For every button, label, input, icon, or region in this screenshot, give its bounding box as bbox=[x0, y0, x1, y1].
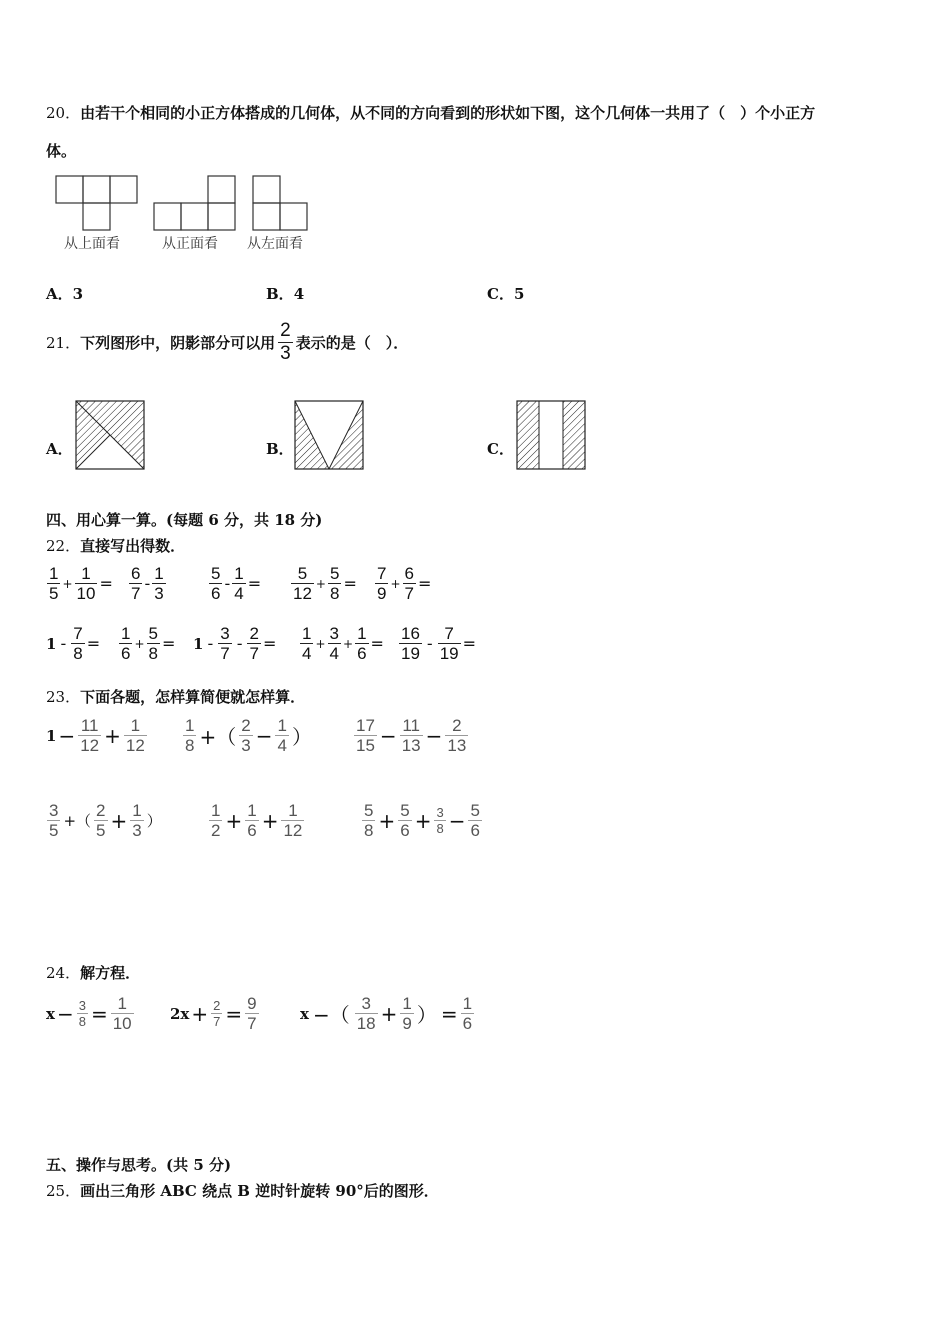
equals: = bbox=[418, 574, 432, 593]
option-value: 4 bbox=[293, 285, 305, 303]
denominator: 12 bbox=[125, 736, 145, 755]
equals: = bbox=[162, 634, 176, 653]
numerator: 3 bbox=[436, 805, 444, 820]
fraction bbox=[434, 805, 445, 836]
top-view-figure bbox=[55, 175, 141, 231]
q21-option-c-label: C． bbox=[487, 440, 514, 458]
fraction bbox=[354, 716, 377, 755]
q20-number: 20． bbox=[46, 104, 81, 122]
denominator: 8 bbox=[148, 644, 158, 663]
equation-1 bbox=[46, 994, 135, 1033]
numerator: 5 bbox=[329, 564, 340, 583]
section-5-title: 五、操作与思考。(共 5 分) bbox=[46, 1156, 232, 1174]
operator: - bbox=[224, 574, 231, 593]
calc-r1-e4 bbox=[290, 564, 358, 603]
fraction bbox=[461, 994, 474, 1033]
equals: = bbox=[370, 634, 384, 653]
q23-text bbox=[46, 686, 305, 707]
numerator: 1 bbox=[288, 801, 298, 820]
equals: = bbox=[343, 574, 357, 593]
equals: = bbox=[262, 634, 277, 653]
q25-text bbox=[46, 1180, 439, 1201]
numerator: 3 bbox=[220, 624, 230, 643]
numerator: 1 bbox=[234, 564, 244, 583]
option-label: B． bbox=[266, 285, 294, 303]
fraction bbox=[47, 801, 60, 840]
denominator: 12 bbox=[283, 821, 303, 840]
numerator: 6 bbox=[404, 564, 414, 583]
operator: - bbox=[60, 634, 67, 653]
fraction bbox=[468, 801, 481, 840]
numerator: 1 bbox=[402, 994, 412, 1013]
numerator: 5 bbox=[148, 624, 158, 643]
denominator: 12 bbox=[80, 736, 100, 755]
q25-body: 画出三角形 ABC 绕点 B 逆时针旋转 90°后的图形． bbox=[80, 1182, 439, 1200]
denominator: 8 bbox=[436, 821, 444, 836]
fraction bbox=[209, 564, 222, 603]
q22-number: 22． bbox=[46, 537, 81, 555]
q24-number: 24． bbox=[46, 964, 81, 982]
denominator: 6 bbox=[247, 821, 257, 840]
denominator: 19 bbox=[401, 644, 420, 663]
denominator: 5 bbox=[96, 821, 106, 840]
q20-text-line2: 体。 bbox=[46, 142, 77, 160]
denominator: 3 bbox=[241, 736, 251, 755]
fraction bbox=[152, 564, 165, 603]
fraction bbox=[328, 564, 341, 603]
denominator: 7 bbox=[131, 584, 141, 603]
fraction bbox=[75, 564, 98, 603]
numerator: 2 bbox=[249, 624, 259, 643]
numerator: 1 bbox=[132, 801, 142, 820]
operator: + bbox=[343, 636, 354, 651]
fraction bbox=[239, 716, 252, 755]
fraction bbox=[328, 624, 341, 663]
numerator: 3 bbox=[49, 801, 59, 820]
operator: +（ bbox=[63, 812, 92, 830]
denominator: 18 bbox=[356, 1014, 376, 1033]
numerator: 3 bbox=[361, 994, 371, 1013]
denominator: 8 bbox=[329, 584, 340, 603]
denominator: 4 bbox=[234, 584, 244, 603]
denominator: 6 bbox=[470, 821, 480, 840]
front-view-figure bbox=[153, 175, 239, 231]
calc-r2-e1 bbox=[46, 624, 101, 663]
fraction bbox=[355, 994, 378, 1033]
q21-option-c-figure bbox=[516, 400, 586, 470]
q24-body: 解方程． bbox=[80, 964, 141, 982]
numerator: 2 bbox=[213, 998, 221, 1013]
operator: − bbox=[56, 1001, 74, 1026]
equals: = bbox=[99, 574, 113, 593]
denominator: 5 bbox=[49, 584, 59, 603]
operator: - bbox=[207, 634, 214, 653]
close-paren: ） bbox=[146, 812, 162, 830]
calc-r1-e3 bbox=[208, 564, 262, 603]
numerator: 1 bbox=[211, 801, 221, 820]
denominator: 3 bbox=[154, 584, 164, 603]
q21-number: 21． bbox=[46, 333, 81, 352]
q21-post: 表示的是（ ）． bbox=[295, 333, 409, 352]
left-view-figure bbox=[252, 175, 312, 231]
operator: + bbox=[378, 808, 396, 833]
equals: = bbox=[86, 634, 101, 653]
variable: 2x bbox=[170, 1004, 190, 1023]
numerator: 1 bbox=[154, 564, 164, 583]
numerator: 2 bbox=[241, 716, 251, 735]
denominator: 6 bbox=[357, 644, 367, 663]
section-4-title: 四、用心算一算。(每题 6 分，共 18 分) bbox=[46, 511, 323, 529]
calc-r2-e4 bbox=[299, 624, 385, 663]
fraction bbox=[124, 716, 147, 755]
numerator: 1 bbox=[247, 801, 257, 820]
operator: + bbox=[191, 1001, 209, 1026]
numerator: 1 bbox=[185, 716, 195, 735]
denominator: 9 bbox=[377, 584, 387, 603]
denominator: 13 bbox=[401, 736, 421, 755]
denominator: 7 bbox=[404, 584, 414, 603]
q20-option-b bbox=[266, 283, 304, 304]
simplify-4 bbox=[46, 801, 164, 840]
fraction bbox=[209, 801, 222, 840]
denominator: 6 bbox=[462, 1014, 473, 1033]
q22-body: 直接写出得数． bbox=[80, 537, 186, 555]
numerator: 1 bbox=[121, 624, 131, 643]
operator: + bbox=[134, 636, 145, 651]
operator: − bbox=[425, 723, 443, 748]
fraction bbox=[211, 998, 222, 1029]
numerator: 17 bbox=[356, 716, 375, 735]
q21-text bbox=[46, 317, 408, 367]
fraction bbox=[232, 564, 245, 603]
fraction bbox=[398, 801, 411, 840]
fraction bbox=[77, 998, 88, 1029]
left-view-label: 从左面看 bbox=[247, 236, 303, 252]
numerator: 6 bbox=[131, 564, 141, 583]
q21-option-b-figure bbox=[294, 400, 364, 470]
numerator: 1 bbox=[302, 624, 312, 643]
operator: − bbox=[255, 723, 273, 748]
denominator: 6 bbox=[400, 821, 410, 840]
operator: - bbox=[144, 574, 151, 593]
denominator: 3 bbox=[132, 821, 142, 840]
top-view-label: 从上面看 bbox=[64, 236, 120, 252]
numerator: 1 bbox=[277, 716, 287, 735]
numerator: 3 bbox=[78, 998, 86, 1013]
fraction bbox=[119, 624, 132, 663]
q20-text bbox=[46, 102, 815, 123]
fraction bbox=[375, 564, 388, 603]
equals: = bbox=[90, 1001, 108, 1026]
equals: = bbox=[440, 1001, 458, 1026]
denominator: 9 bbox=[402, 1014, 412, 1033]
fraction bbox=[78, 716, 101, 755]
operator: - bbox=[426, 634, 433, 653]
denominator: 7 bbox=[249, 644, 259, 663]
denominator: 10 bbox=[76, 584, 96, 603]
operator: - bbox=[236, 634, 243, 653]
calc-r2-e3 bbox=[193, 624, 277, 663]
q22-text bbox=[46, 535, 185, 556]
fraction bbox=[245, 801, 258, 840]
denominator: 3 bbox=[280, 342, 291, 364]
calc-r1-e2 bbox=[128, 564, 167, 603]
option-label: A． bbox=[46, 285, 73, 303]
q21-option-b-label: B． bbox=[266, 440, 294, 458]
operator: + bbox=[315, 576, 326, 591]
variable: x bbox=[300, 1004, 309, 1023]
denominator: 15 bbox=[356, 736, 375, 755]
operator: + bbox=[315, 636, 326, 651]
fraction bbox=[300, 624, 313, 663]
operator: + bbox=[110, 808, 128, 833]
denominator: 13 bbox=[447, 736, 467, 755]
numerator: 5 bbox=[400, 801, 410, 820]
numerator: 1 bbox=[117, 994, 127, 1013]
close-paren: ） bbox=[291, 725, 312, 749]
simplify-5 bbox=[208, 801, 305, 840]
fraction bbox=[362, 801, 375, 840]
fraction bbox=[275, 716, 288, 755]
simplify-1 bbox=[46, 716, 148, 755]
fraction bbox=[400, 716, 423, 755]
close-paren: ） bbox=[416, 1003, 437, 1027]
fraction bbox=[129, 564, 142, 603]
equals: = bbox=[247, 574, 262, 593]
fraction bbox=[445, 716, 468, 755]
denominator: 4 bbox=[277, 736, 287, 755]
calc-r1-e5 bbox=[374, 564, 432, 603]
denominator: 6 bbox=[211, 584, 221, 603]
operator: +（ bbox=[199, 725, 237, 749]
operator: + bbox=[225, 808, 243, 833]
operator: −（ bbox=[312, 1003, 350, 1027]
denominator: 4 bbox=[329, 644, 339, 663]
numerator: 9 bbox=[247, 994, 257, 1013]
q21-fraction bbox=[278, 320, 293, 365]
fraction bbox=[400, 994, 413, 1033]
q20-option-c bbox=[487, 283, 524, 304]
operator: + bbox=[62, 576, 73, 591]
q21-option-a-figure bbox=[75, 400, 145, 470]
equals: = bbox=[462, 634, 477, 653]
whole-number: 1 bbox=[193, 634, 204, 653]
q20-option-a bbox=[46, 283, 83, 304]
denominator: 12 bbox=[293, 584, 312, 603]
fraction bbox=[71, 624, 84, 663]
equation-2 bbox=[170, 994, 260, 1033]
denominator: 7 bbox=[213, 1014, 221, 1029]
denominator: 19 bbox=[439, 644, 459, 663]
fraction bbox=[147, 624, 160, 663]
q25-number: 25． bbox=[46, 1182, 81, 1200]
numerator: 1 bbox=[49, 564, 59, 583]
q21-pre: 下列图形中，阴影部分可以用 bbox=[80, 333, 276, 352]
numerator: 7 bbox=[377, 564, 387, 583]
fraction bbox=[247, 624, 260, 663]
fraction bbox=[291, 564, 314, 603]
numerator: 11 bbox=[80, 716, 99, 735]
denominator: 8 bbox=[364, 821, 374, 840]
numerator: 7 bbox=[444, 624, 454, 643]
fraction bbox=[111, 994, 134, 1033]
numerator: 5 bbox=[297, 564, 308, 583]
denominator: 6 bbox=[121, 644, 131, 663]
fraction bbox=[183, 716, 196, 755]
denominator: 5 bbox=[49, 821, 59, 840]
denominator: 8 bbox=[73, 644, 83, 663]
fraction bbox=[130, 801, 143, 840]
numerator: 5 bbox=[470, 801, 480, 820]
operator: − bbox=[58, 723, 76, 748]
denominator: 4 bbox=[302, 644, 312, 663]
operator: + bbox=[390, 576, 401, 591]
calc-r2-e2 bbox=[118, 624, 176, 663]
numerator: 2 bbox=[280, 319, 291, 341]
numerator: 1 bbox=[130, 716, 141, 735]
front-view-label: 从正面看 bbox=[162, 236, 218, 252]
fraction bbox=[218, 624, 231, 663]
q23-body: 下面各题，怎样算简便就怎样算． bbox=[80, 688, 306, 706]
whole-number: 1 bbox=[46, 726, 57, 745]
q20-body: 由若干个相同的小正方体搭成的几何体，从不同的方向看到的形状如下图，这个几何体一共用了（ ）个小正方 bbox=[80, 104, 816, 122]
operator: + bbox=[414, 808, 432, 833]
numerator: 5 bbox=[211, 564, 221, 583]
q23-number: 23． bbox=[46, 688, 81, 706]
denominator: 8 bbox=[185, 736, 195, 755]
numerator: 7 bbox=[73, 624, 83, 643]
fraction bbox=[281, 801, 304, 840]
fraction bbox=[245, 994, 258, 1033]
whole-number: 1 bbox=[46, 634, 57, 653]
numerator: 1 bbox=[81, 564, 91, 583]
numerator: 11 bbox=[402, 716, 420, 735]
calc-r2-e5 bbox=[398, 624, 477, 663]
variable: x bbox=[46, 1004, 55, 1023]
fraction bbox=[399, 624, 422, 663]
denominator: 10 bbox=[112, 1014, 132, 1033]
numerator: 5 bbox=[364, 801, 374, 820]
equation-3 bbox=[300, 994, 475, 1033]
numerator: 2 bbox=[96, 801, 106, 820]
operator: + bbox=[104, 723, 121, 748]
fraction bbox=[47, 564, 60, 603]
fraction bbox=[438, 624, 461, 663]
operator: − bbox=[379, 723, 397, 748]
option-value: 3 bbox=[72, 285, 84, 303]
numerator: 2 bbox=[452, 716, 462, 735]
denominator: 8 bbox=[78, 1014, 86, 1029]
operator: + bbox=[380, 1001, 398, 1026]
calc-r1-e1 bbox=[46, 564, 114, 603]
option-label: C． bbox=[487, 285, 514, 303]
q24-text bbox=[46, 962, 140, 983]
denominator: 7 bbox=[220, 644, 230, 663]
operator: − bbox=[448, 808, 466, 833]
numerator: 1 bbox=[462, 994, 473, 1013]
denominator: 2 bbox=[211, 821, 221, 840]
option-value: 5 bbox=[513, 285, 525, 303]
operator: + bbox=[261, 808, 279, 833]
equals: = bbox=[225, 1001, 243, 1026]
simplify-3 bbox=[353, 716, 469, 755]
q21-option-a-label: A． bbox=[46, 440, 73, 458]
numerator: 3 bbox=[329, 624, 339, 643]
fraction bbox=[403, 564, 416, 603]
fraction bbox=[355, 624, 368, 663]
denominator: 7 bbox=[247, 1014, 257, 1033]
numerator: 1 bbox=[357, 624, 367, 643]
simplify-2 bbox=[182, 716, 314, 755]
numerator: 16 bbox=[401, 624, 420, 643]
fraction bbox=[94, 801, 107, 840]
simplify-6 bbox=[361, 801, 483, 840]
